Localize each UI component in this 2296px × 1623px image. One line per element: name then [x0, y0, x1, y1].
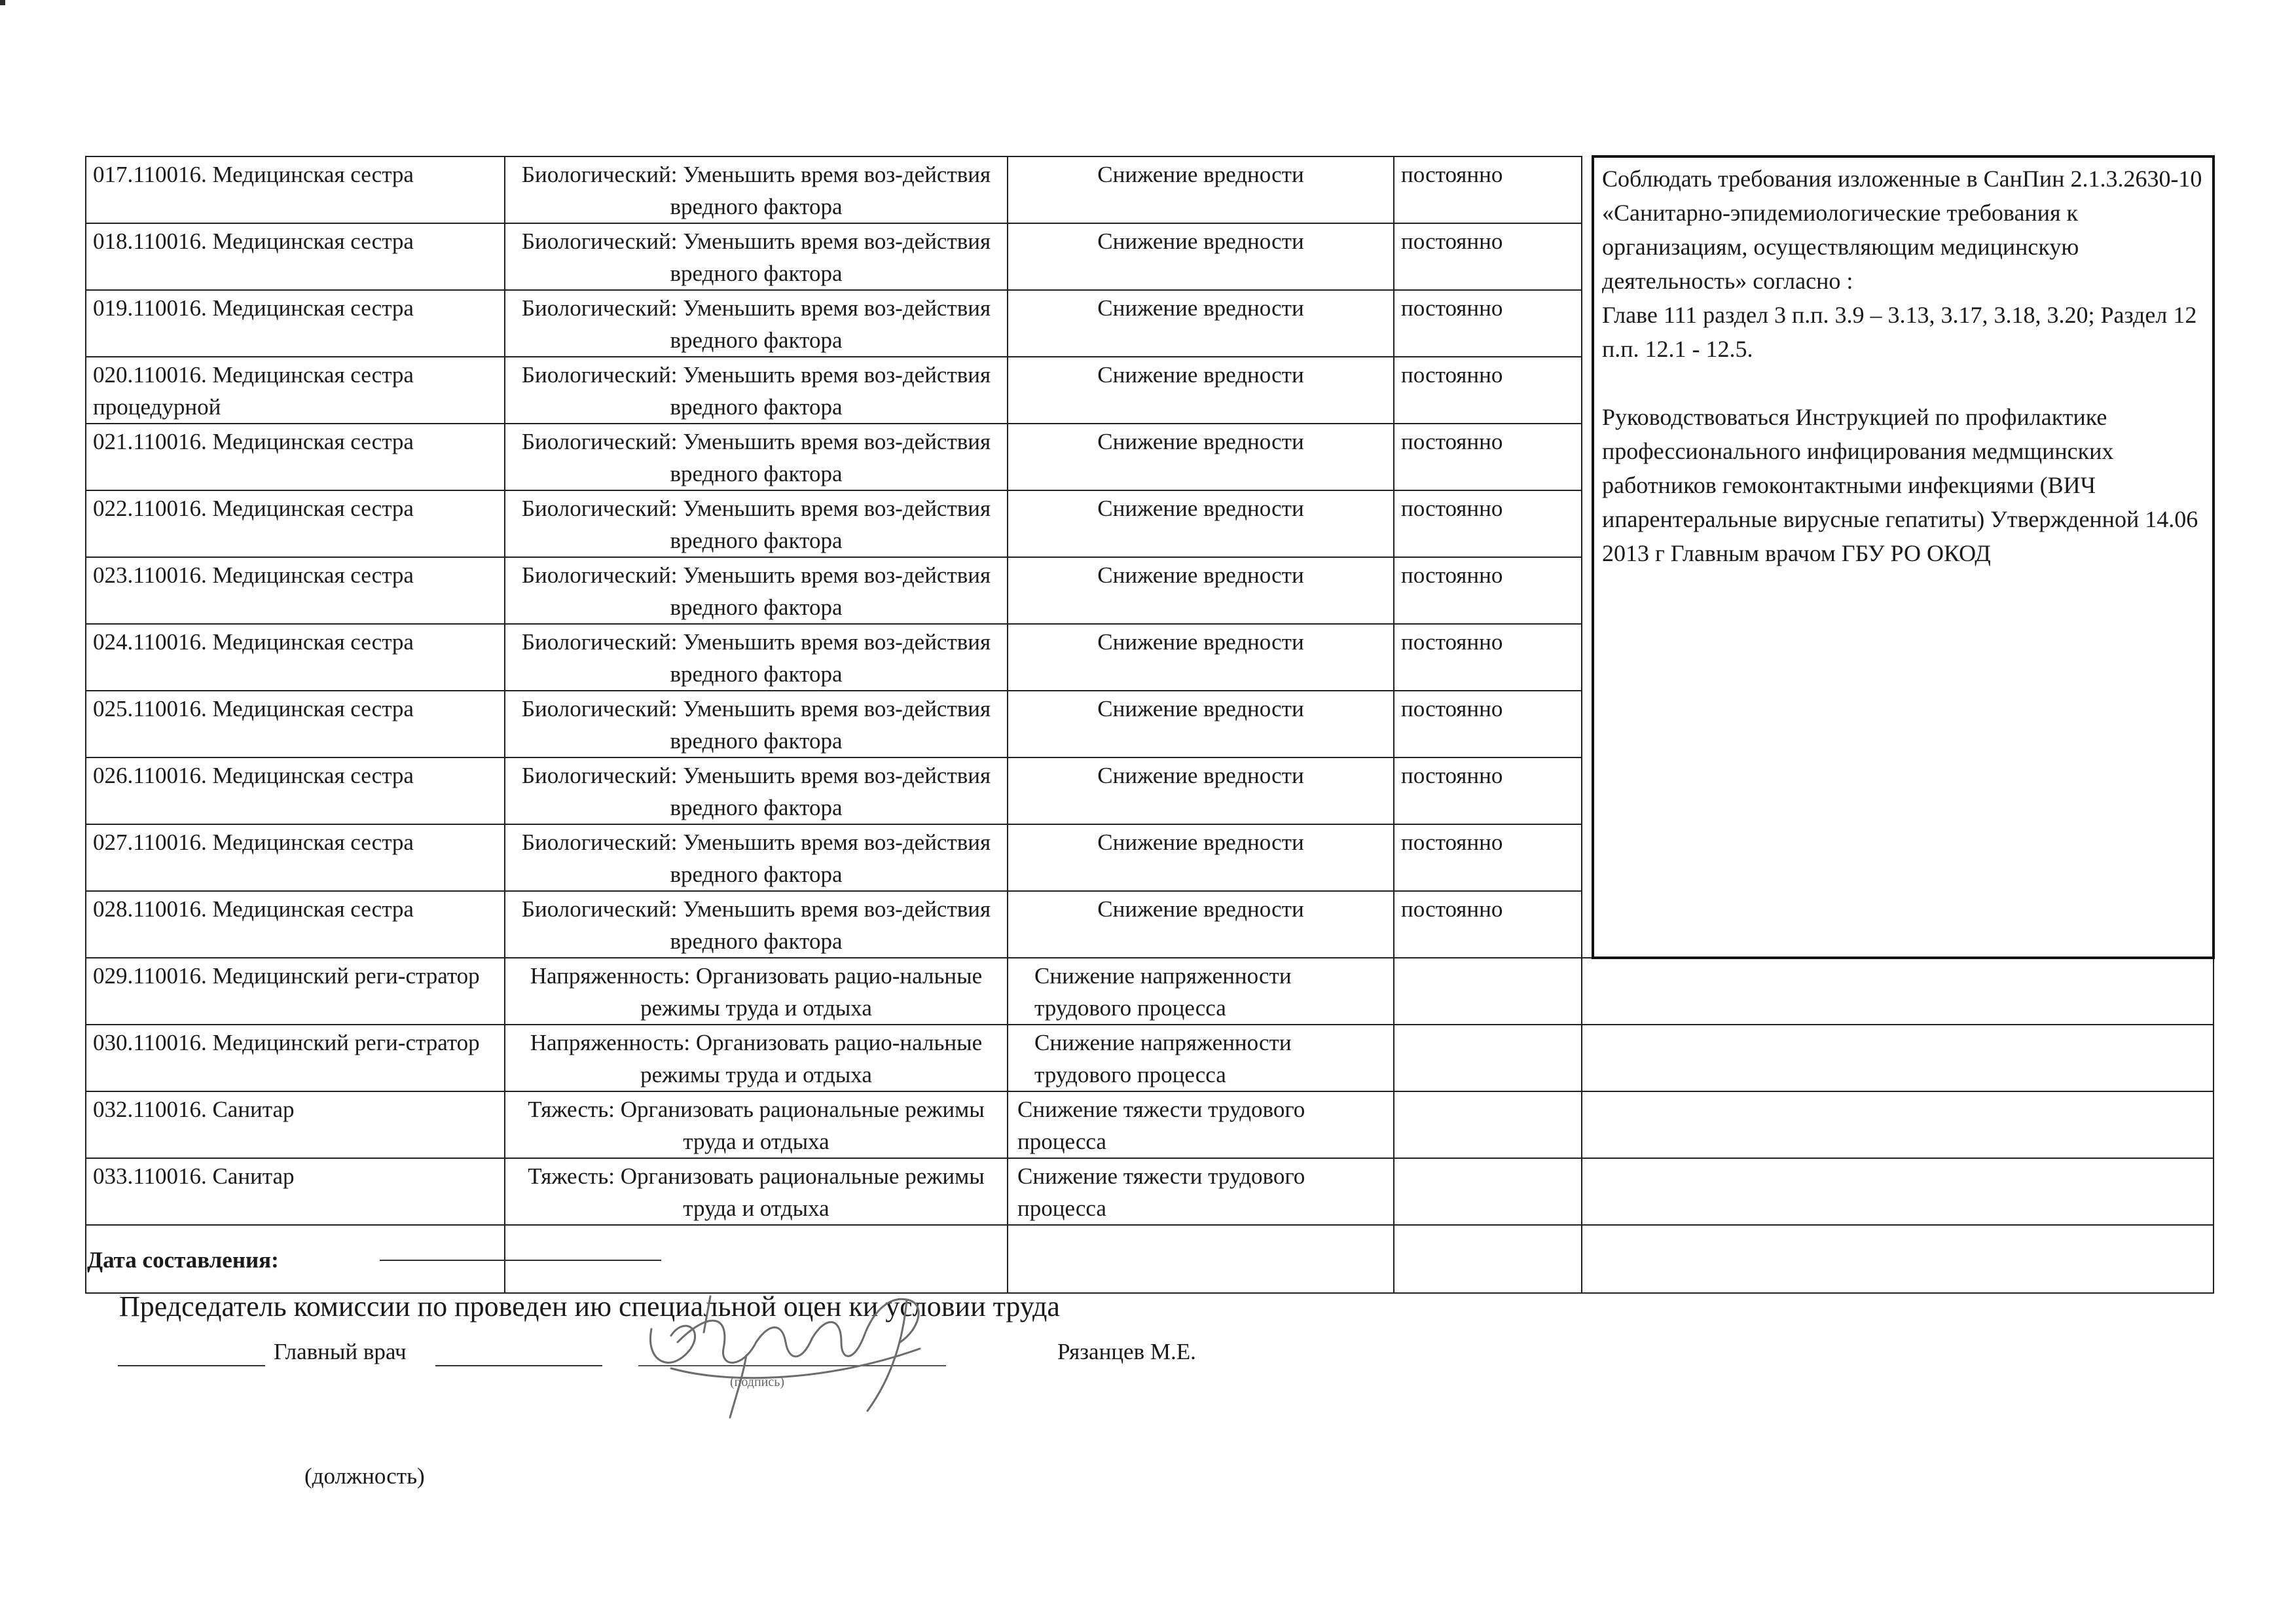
measure-cell: Биологический: Уменьшить время воз-действия вредного фактора: [505, 223, 1008, 290]
goal-cell: Снижение вредности: [1008, 156, 1394, 223]
job-code-cell: 029.110016. Медицинский реги-стратор: [86, 958, 505, 1025]
position-label: Главный врач: [274, 1339, 407, 1364]
table-row: [86, 1025, 2214, 1091]
term-cell: [1394, 1158, 1582, 1225]
term-cell: постоянно: [1394, 357, 1582, 424]
position-caption: (должность): [304, 1463, 425, 1489]
measure-cell: Биологический: Уменьшить время воз-действия вредного фактора: [505, 891, 1008, 958]
measure-cell: Тяжесть: Организовать рациональные режимы труда и отдыха: [505, 1091, 1008, 1158]
goal-cell: Снижение вредности: [1008, 624, 1394, 691]
measure-cell: Биологический: Уменьшить время воз-действия вредного фактора: [505, 691, 1008, 757]
signatory-name: Рязанцев М.Е.: [1057, 1339, 1196, 1364]
term-cell: постоянно: [1394, 223, 1582, 290]
job-code-cell: 017.110016. Медицинская сестра: [86, 156, 505, 223]
term-cell: постоянно: [1394, 557, 1582, 624]
job-code-cell: 032.110016. Санитар: [86, 1091, 505, 1158]
measure-cell: Биологический: Уменьшить время воз-действия вредного фактора: [505, 557, 1008, 624]
signature-stroke: [730, 1355, 746, 1417]
goal-cell: Снижение вредности: [1008, 757, 1394, 824]
goal-cell: Снижение вредности: [1008, 223, 1394, 290]
measure-cell: Напряженность: Организовать рацио-нальные режимы труда и отдыха: [505, 1025, 1008, 1091]
goal-cell: Снижение вредности: [1008, 691, 1394, 757]
job-code-cell: 028.110016. Медицинская сестра: [86, 891, 505, 958]
job-code-cell: 033.110016. Санитар: [86, 1158, 505, 1225]
job-code-cell: 022.110016. Медицинская сестра: [86, 490, 505, 557]
signature-stroke: [812, 1322, 864, 1356]
goal-cell: Снижение напряженности трудового процесса: [1008, 958, 1394, 1025]
measure-cell: Биологический: Уменьшить время воз-действия вредного фактора: [505, 357, 1008, 424]
term-cell: [1394, 958, 1582, 1025]
job-code-cell: 030.110016. Медицинский реги-стратор: [86, 1025, 505, 1091]
position-underline: [118, 1365, 265, 1366]
table-row: [86, 156, 2214, 223]
goal-cell: Снижение вредности: [1008, 824, 1394, 891]
measure-cell: Тяжесть: Организовать рациональные режимы труда и отдыха: [505, 1158, 1008, 1225]
job-code-cell: 023.110016. Медицинская сестра: [86, 557, 505, 624]
table-row: [86, 1158, 2214, 1225]
measure-cell: Биологический: Уменьшить время воз-действия вредного фактора: [505, 757, 1008, 824]
term-cell: постоянно: [1394, 290, 1582, 357]
signature-stroke: [671, 1349, 920, 1378]
note-cell-empty: [1582, 958, 2214, 1025]
signature-caption: (подпись): [730, 1375, 785, 1389]
job-code-cell: 026.110016. Медицинская сестра: [86, 757, 505, 824]
note-cell-empty: [1582, 1091, 2214, 1158]
position-underline: [435, 1365, 602, 1366]
handwritten-signature: [632, 1270, 953, 1427]
term-cell: постоянно: [1394, 891, 1582, 958]
term-cell: постоянно: [1394, 156, 1582, 223]
date-underline: [380, 1260, 661, 1261]
job-code-cell: 019.110016. Медицинская сестра: [86, 290, 505, 357]
job-code-cell: 018.110016. Медицинская сестра: [86, 223, 505, 290]
scan-edge-mark: [0, 0, 5, 5]
measure-cell: Биологический: Уменьшить время воз-действия вредного фактора: [505, 624, 1008, 691]
measure-cell: Биологический: Уменьшить время воз-действия вредного фактора: [505, 156, 1008, 223]
term-cell: постоянно: [1394, 490, 1582, 557]
job-code-cell: 024.110016. Медицинская сестра: [86, 624, 505, 691]
term-cell: постоянно: [1394, 824, 1582, 891]
term-cell: постоянно: [1394, 624, 1582, 691]
measure-cell: Биологический: Уменьшить время воз-действия вредного фактора: [505, 290, 1008, 357]
empty-cell: [1008, 1225, 1394, 1293]
goal-cell: Снижение вредности: [1008, 290, 1394, 357]
term-cell: постоянно: [1394, 691, 1582, 757]
table-row-empty: [86, 1225, 2214, 1293]
term-cell: постоянно: [1394, 424, 1582, 490]
signature-stroke: [704, 1296, 710, 1332]
term-cell: постоянно: [1394, 757, 1582, 824]
term-cell: [1394, 1091, 1582, 1158]
note-cell-empty: [1582, 1158, 2214, 1225]
goal-cell: Снижение тяжести трудового процесса: [1008, 1158, 1394, 1225]
job-code-cell: 020.110016. Медицинская сестра процедурной: [86, 357, 505, 424]
job-code-cell: 025.110016. Медицинская сестра: [86, 691, 505, 757]
note-paragraph: Соблюдать требования изложенные в СанПин 2.1.3.2630-10 «Санитарно-эпидемиологические требования к организациям, осуществляющим медицинскую деятельность» согласно :: [1602, 166, 2202, 294]
goal-cell: Снижение вредности: [1008, 490, 1394, 557]
goal-cell: Снижение вредности: [1008, 891, 1394, 958]
empty-cell: [1582, 1225, 2214, 1293]
sanitary-requirements-note: [1593, 156, 2214, 958]
table-row: [86, 1091, 2214, 1158]
table-row: [86, 958, 2214, 1025]
signature-stroke: [864, 1299, 919, 1342]
compilation-date-label: Дата составления:: [87, 1247, 279, 1273]
measure-cell: Биологический: Уменьшить время воз-действия вредного фактора: [505, 490, 1008, 557]
goal-cell: Снижение вредности: [1008, 357, 1394, 424]
goal-cell: Снижение напряженности трудового процесса: [1008, 1025, 1394, 1091]
note-paragraph: Главе 111 раздел 3 п.п. 3.9 – 3.13, 3.17, 3.18, 3.20; Раздел 12 п.п. 12.1 - 12.5.: [1602, 302, 2197, 362]
job-code-cell: 021.110016. Медицинская сестра: [86, 424, 505, 490]
term-cell: [1394, 1025, 1582, 1091]
measure-cell: Напряженность: Организовать рацио-нальные режимы труда и отдыха: [505, 958, 1008, 1025]
signature-stroke: [756, 1328, 812, 1357]
measure-cell: Биологический: Уменьшить время воз-действия вредного фактора: [505, 424, 1008, 490]
job-code-cell: 027.110016. Медицинская сестра: [86, 824, 505, 891]
empty-cell: [1394, 1225, 1582, 1293]
commission-chairman-caption: Председатель комиссии по проведен ию специальной оцен ки условии труда: [119, 1290, 1060, 1322]
note-spacer: [1602, 366, 2204, 400]
measure-cell: Биологический: Уменьшить время воз-действия вредного фактора: [505, 824, 1008, 891]
note-cell-empty: [1582, 1025, 2214, 1091]
measures-table: [85, 155, 2215, 1294]
column-gap: [1582, 156, 1593, 958]
goal-cell: Снижение вредности: [1008, 557, 1394, 624]
goal-cell: Снижение вредности: [1008, 424, 1394, 490]
note-paragraph: Руководствоваться Инструкцией по профилактике профессионального инфицирования медмщинских работников гемоконтактными инфекциями (ВИЧ ипарентеральные вирусные гепатиты) Утвержденной 14.06 2013 г Главным врачом ГБУ РО ОКОД: [1602, 404, 2198, 566]
goal-cell: Снижение тяжести трудового процесса: [1008, 1091, 1394, 1158]
